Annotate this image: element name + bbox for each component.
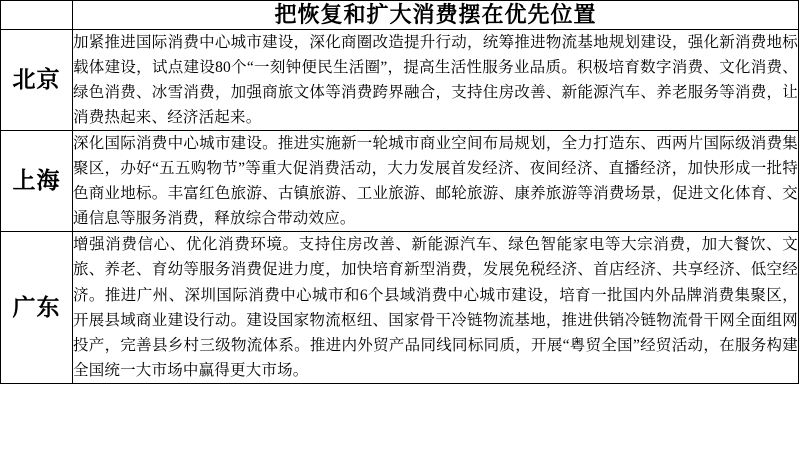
table-header-row <box>1 1 799 30</box>
table-row <box>1 232 799 384</box>
table-row <box>1 130 799 231</box>
page-title: 把恢复和扩大消费摆在优先位置 <box>73 1 799 30</box>
header-blank-cell <box>1 1 73 30</box>
region-content-shanghai: 深化国际消费中心城市建设。推进实施新一轮城市商业空间布局规划，全力打造东、西两片国际级消费集聚区，办好“五五购物节”等重大促消费活动，大力发展首发经济、夜间经济、直播经济，加快形成一批特色商业地标。丰富红色旅游、古镇旅游、工业旅游、邮轮旅游、康养旅游等消费场景，促进文化体育、交通信息等服务消费，释放综合带动效应。 <box>73 130 799 231</box>
region-label-beijing: 北京 <box>1 29 73 130</box>
region-content-beijing: 加紧推进国际消费中心城市建设，深化商圈改造提升行动，统筹推进物流基地规划建设，强化新消费地标载体建设，试点建设80个“一刻钟便民生活圈”，提高生活性服务业品质。积极培育数字消费、文化消费、绿色消费、冰雪消费，加强商旅文体等消费跨界融合，支持住房改善、新能源汽车、养老服务等消费，让消费热起来、经济活起来。 <box>73 29 799 130</box>
region-label-shanghai: 上海 <box>1 130 73 231</box>
region-content-guangdong: 增强消费信心、优化消费环境。支持住房改善、新能源汽车、绿色智能家电等大宗消费，加大餐饮、文旅、养老、育幼等服务消费促进力度，加快培育新型消费，发展免税经济、首店经济、共享经济、低空经济。推进广州、深圳国际消费中心城市和6个县域消费中心城市建设，培育一批国内外品牌消费集聚区，开展县域商业建设行动。建设国家物流枢纽、国家骨干冷链物流基地，推进供销冷链物流骨干网全面组网投产，完善县乡村三级物流体系。推进内外贸产品同线同标同质，开展“粤贸全国”经贸活动，在服务构建全国统一大市场中赢得更大市场。 <box>73 232 799 384</box>
table-row <box>1 29 799 130</box>
region-label-guangdong: 广东 <box>1 232 73 384</box>
